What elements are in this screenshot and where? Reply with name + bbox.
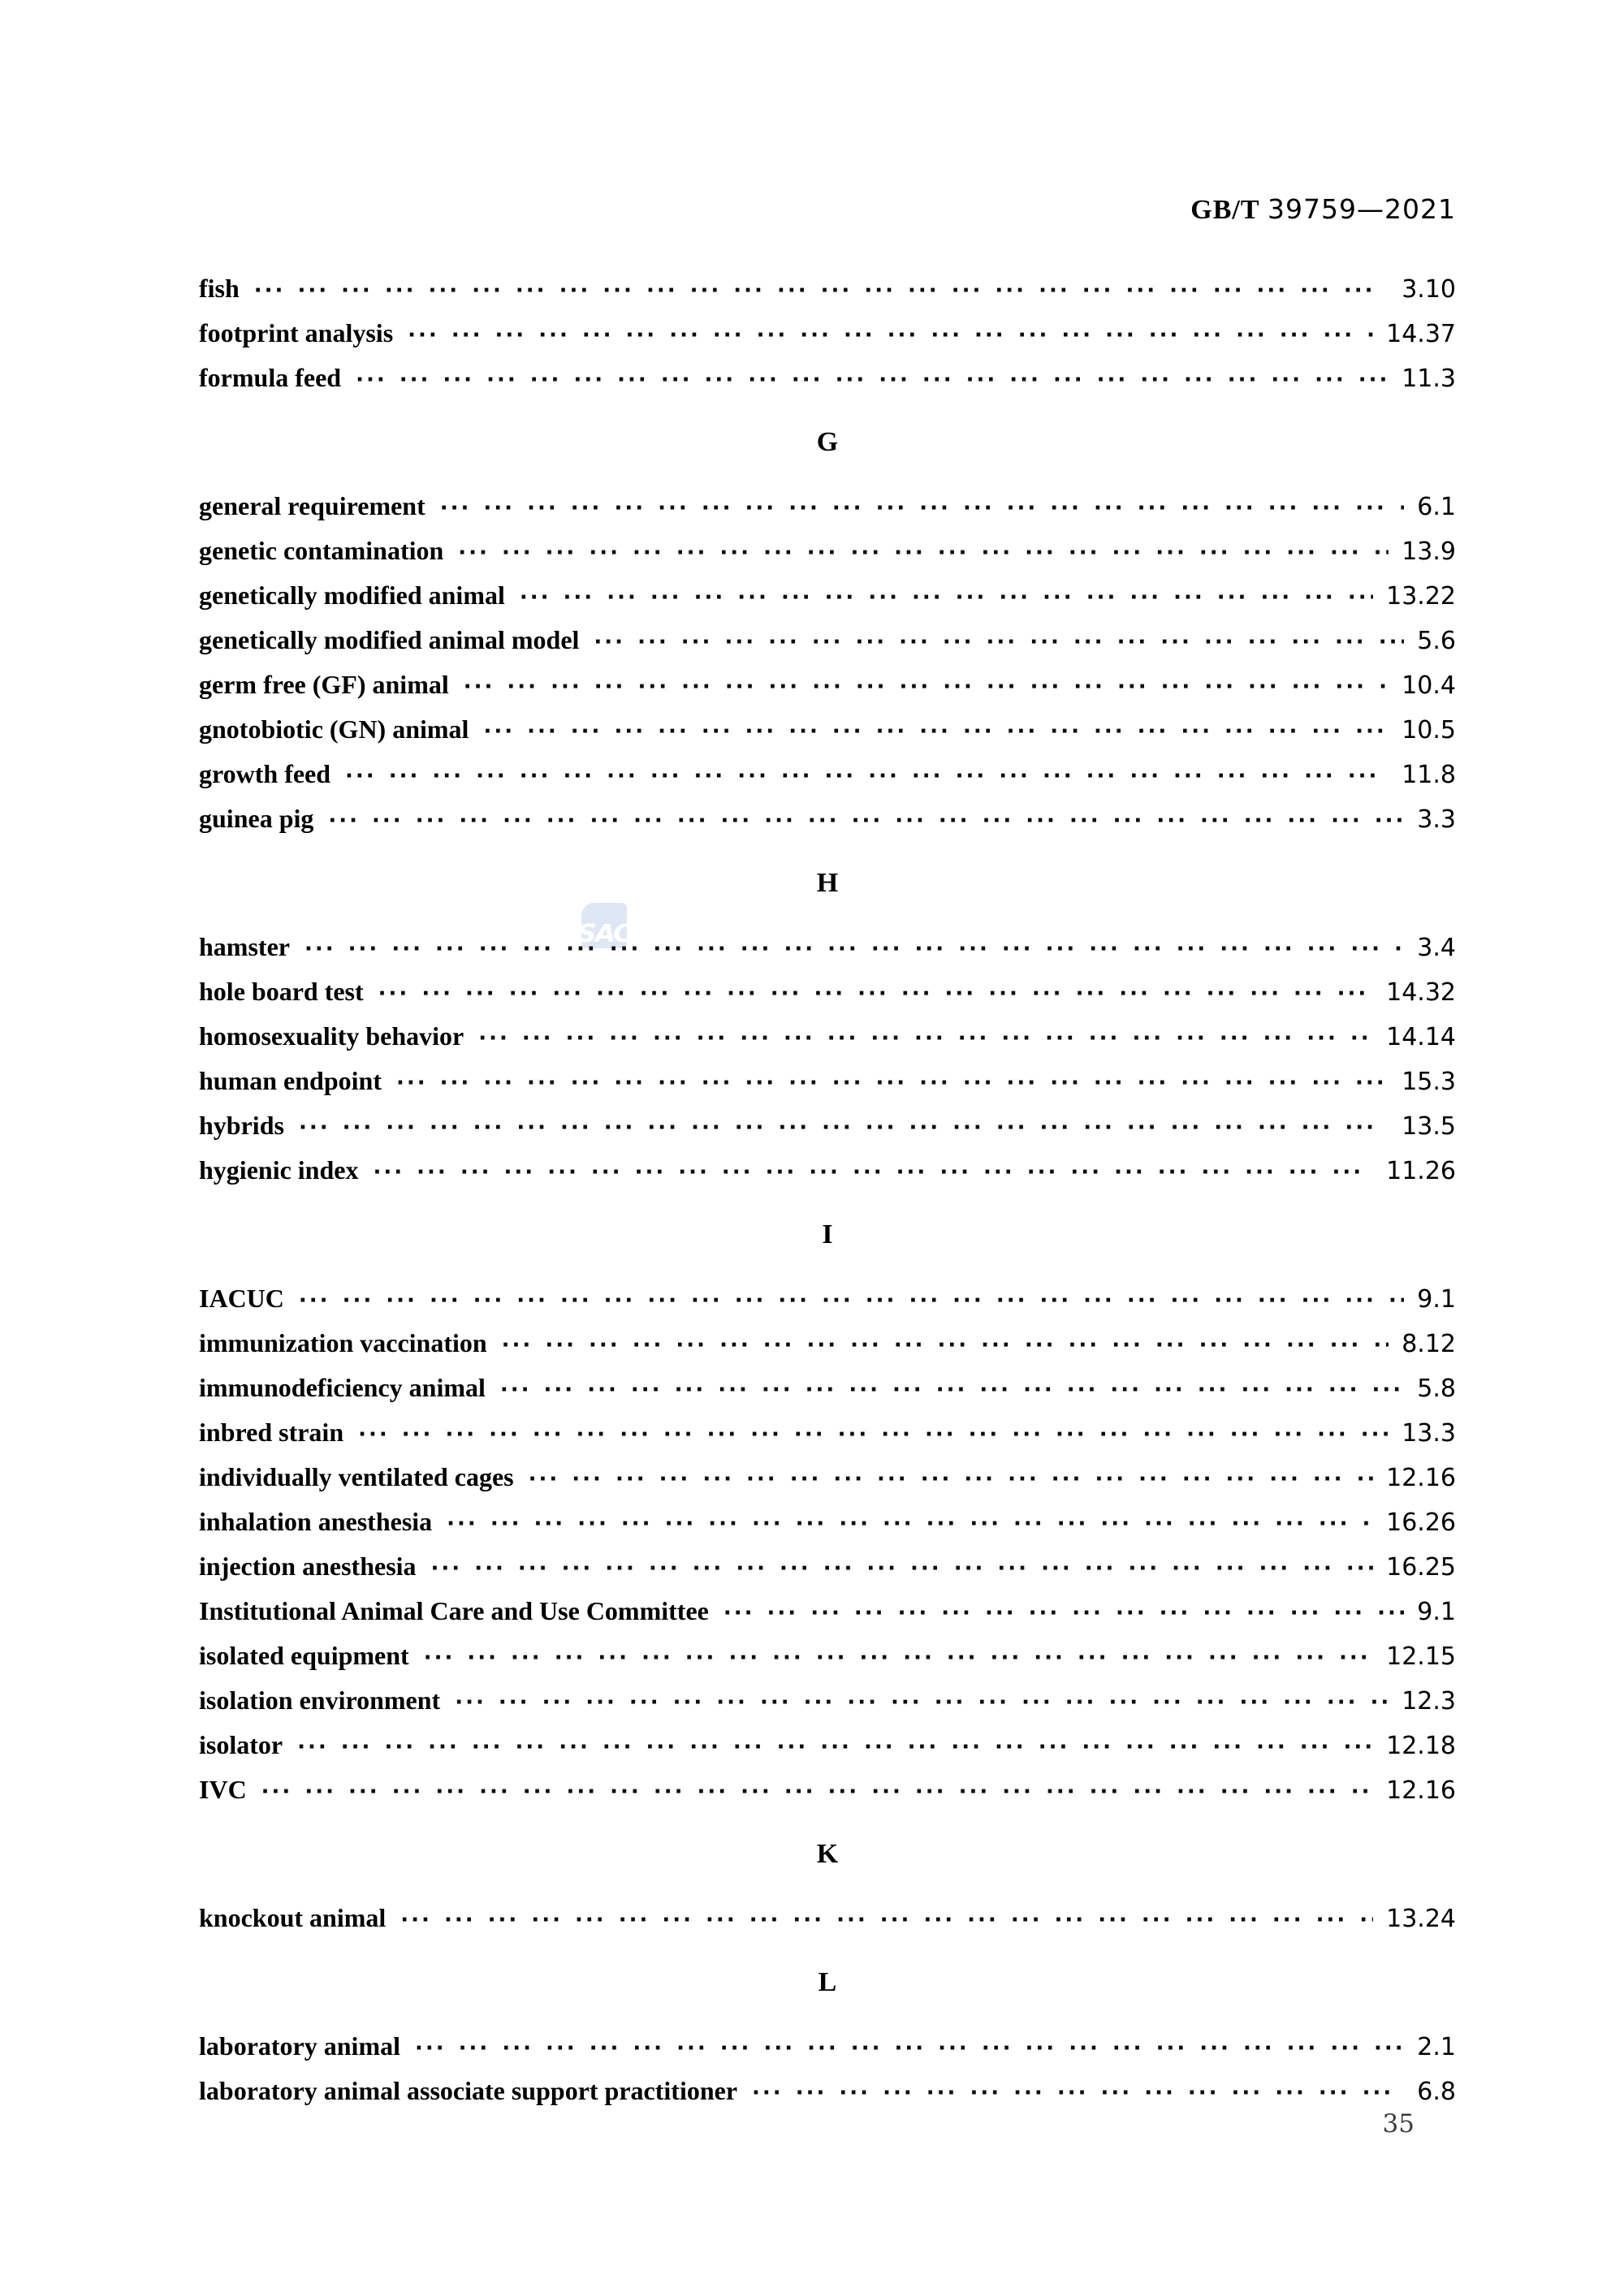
dot-leader	[424, 1636, 1373, 1681]
index-entry	[199, 1767, 1456, 1812]
dot-leader	[483, 710, 1389, 754]
sac-watermark-text: SAC	[577, 920, 631, 948]
entry-ref: 12.16	[1386, 1776, 1456, 1805]
entry-term: laboratory animal	[199, 2031, 400, 2061]
index-entry	[199, 969, 1456, 1014]
index-entry	[199, 1678, 1456, 1723]
index-entry	[199, 1500, 1456, 1544]
index-list	[199, 266, 1456, 2113]
dot-leader	[254, 269, 1389, 313]
entry-term: immunization vaccination	[199, 1328, 487, 1357]
entry-term: hole board test	[199, 977, 364, 1006]
dot-leader	[440, 486, 1405, 531]
section-letter: K	[816, 1839, 839, 1869]
entry-term: formula feed	[199, 363, 342, 392]
entry-ref: 2.1	[1417, 2033, 1456, 2061]
entry-term: knockout animal	[199, 1903, 387, 1932]
standard-code-prefix: GB/T	[1190, 195, 1260, 225]
dot-leader	[723, 1591, 1404, 1636]
index-entry	[199, 1276, 1456, 1321]
entry-term: inhalation anesthesia	[199, 1507, 433, 1536]
dot-leader	[373, 1150, 1373, 1195]
entry-ref: 13.3	[1402, 1419, 1456, 1448]
dot-leader	[431, 1547, 1374, 1591]
entry-term: IACUC	[199, 1284, 284, 1313]
entry-ref: 12.15	[1386, 1642, 1456, 1671]
entry-term: hybrids	[199, 1111, 284, 1140]
section-letter: H	[816, 868, 839, 898]
entry-ref: 3.3	[1417, 805, 1456, 834]
index-entry	[199, 356, 1456, 400]
entry-term: laboratory animal associate support practitioner	[199, 2076, 738, 2105]
entry-ref: 13.24	[1386, 1905, 1456, 1933]
index-entry	[199, 1321, 1456, 1366]
entry-ref: 5.6	[1417, 627, 1456, 655]
index-entry	[199, 1544, 1456, 1589]
index-entry	[199, 618, 1456, 662]
entry-term: hygienic index	[199, 1155, 359, 1185]
dot-leader	[520, 576, 1373, 620]
entry-term: isolator	[199, 1730, 283, 1759]
entry-term: genetic contamination	[199, 536, 444, 565]
dot-leader	[304, 927, 1404, 972]
entry-term: IVC	[199, 1775, 247, 1804]
entry-ref: 6.8	[1417, 2078, 1456, 2106]
entry-term: growth feed	[199, 759, 331, 788]
entry-ref: 13.9	[1402, 537, 1456, 566]
index-entry	[199, 662, 1456, 707]
dot-leader	[299, 1106, 1389, 1150]
index-entry	[199, 573, 1456, 618]
entry-term: genetically modified animal	[199, 580, 505, 610]
section-letter: I	[822, 1219, 833, 1249]
entry-term: gnotobiotic (GN) animal	[199, 714, 469, 744]
dot-leader	[378, 972, 1373, 1016]
dot-leader	[529, 1457, 1374, 1502]
index-entry	[199, 2069, 1456, 2113]
standard-code-number: 39759—2021	[1268, 193, 1456, 225]
entry-ref: 10.4	[1402, 671, 1456, 700]
index-entry	[199, 1103, 1456, 1148]
dot-leader	[396, 1061, 1389, 1106]
dot-leader	[328, 799, 1404, 844]
dot-leader	[447, 1502, 1373, 1547]
index-entry	[199, 1366, 1456, 1410]
entry-ref: 10.5	[1402, 716, 1456, 744]
index-entry	[199, 1589, 1456, 1634]
entry-ref: 3.4	[1417, 934, 1456, 962]
index-entry	[199, 529, 1456, 573]
dot-leader	[594, 620, 1404, 665]
entry-ref: 14.37	[1386, 320, 1456, 348]
dot-leader	[502, 1323, 1389, 1368]
entry-ref: 3.10	[1402, 275, 1456, 304]
entry-term: homosexuality behavior	[199, 1021, 464, 1051]
entry-term: isolated equipment	[199, 1641, 409, 1670]
entry-ref: 6.1	[1417, 493, 1456, 521]
index-entry	[199, 266, 1456, 311]
dot-leader	[297, 1725, 1373, 1770]
entry-ref: 11.8	[1402, 761, 1456, 789]
index-entry	[199, 1634, 1456, 1678]
entry-term: general requirement	[199, 491, 425, 520]
entry-ref: 9.1	[1417, 1598, 1456, 1626]
entry-term: genetically modified animal model	[199, 625, 580, 654]
standard-code	[199, 193, 1456, 226]
index-entry	[199, 1455, 1456, 1500]
entry-term: guinea pig	[199, 804, 314, 833]
dot-leader	[458, 531, 1389, 576]
dot-leader	[500, 1368, 1404, 1413]
index-entry	[199, 752, 1456, 796]
dot-leader	[478, 1016, 1373, 1061]
entry-ref: 5.8	[1417, 1375, 1456, 1403]
index-entry	[199, 1723, 1456, 1767]
entry-term: fish	[199, 274, 240, 303]
entry-term: isolation environment	[199, 1685, 441, 1715]
index-entry	[199, 1148, 1456, 1193]
entry-term: human endpoint	[199, 1066, 382, 1095]
dot-leader	[455, 1681, 1389, 1725]
entry-ref: 16.26	[1386, 1508, 1456, 1537]
entry-ref: 8.12	[1402, 1330, 1456, 1358]
index-entry	[199, 925, 1456, 969]
entry-ref: 14.32	[1386, 978, 1456, 1007]
entry-ref: 13.5	[1402, 1112, 1456, 1141]
index-entry	[199, 1896, 1456, 1940]
entry-ref: 11.3	[1402, 365, 1456, 393]
entry-term: inbred strain	[199, 1418, 344, 1447]
dot-leader	[299, 1279, 1404, 1323]
section-letter: G	[816, 427, 839, 457]
entry-term: germ free (GF) animal	[199, 670, 449, 699]
dot-leader	[358, 1413, 1389, 1457]
index-entry	[199, 707, 1456, 752]
entry-ref: 12.16	[1386, 1464, 1456, 1492]
entry-ref: 16.25	[1386, 1553, 1456, 1582]
dot-leader	[415, 2026, 1404, 2071]
index-entry	[199, 1014, 1456, 1059]
entry-ref: 12.3	[1402, 1687, 1456, 1716]
index-entry	[199, 1059, 1456, 1103]
entry-ref: 9.1	[1417, 1285, 1456, 1314]
entry-term: Institutional Animal Care and Use Committee	[199, 1596, 709, 1625]
entry-term: individually ventilated cages	[199, 1462, 514, 1491]
entry-term: footprint analysis	[199, 318, 394, 347]
entry-ref: 15.3	[1402, 1068, 1456, 1096]
entry-ref: 14.14	[1386, 1023, 1456, 1051]
page-number: 35	[1382, 2109, 1415, 2138]
entry-ref: 13.22	[1386, 582, 1456, 611]
dot-leader	[261, 1770, 1373, 1815]
index-entry	[199, 2024, 1456, 2069]
dot-leader	[345, 754, 1389, 799]
index-entry	[199, 484, 1456, 529]
index-entry	[199, 796, 1456, 841]
dot-leader	[752, 2071, 1404, 2116]
index-entry	[199, 1410, 1456, 1455]
entry-term: immunodeficiency animal	[199, 1373, 486, 1402]
dot-leader	[408, 313, 1373, 358]
entry-ref: 12.18	[1386, 1732, 1456, 1760]
section-letter: L	[818, 1967, 837, 1997]
entry-term: injection anesthesia	[199, 1552, 417, 1581]
index-entry	[199, 311, 1456, 356]
entry-term: hamster	[199, 932, 290, 961]
entry-ref: 11.26	[1386, 1157, 1456, 1185]
dot-leader	[356, 358, 1389, 403]
dot-leader	[464, 665, 1389, 710]
dot-leader	[400, 1898, 1373, 1943]
